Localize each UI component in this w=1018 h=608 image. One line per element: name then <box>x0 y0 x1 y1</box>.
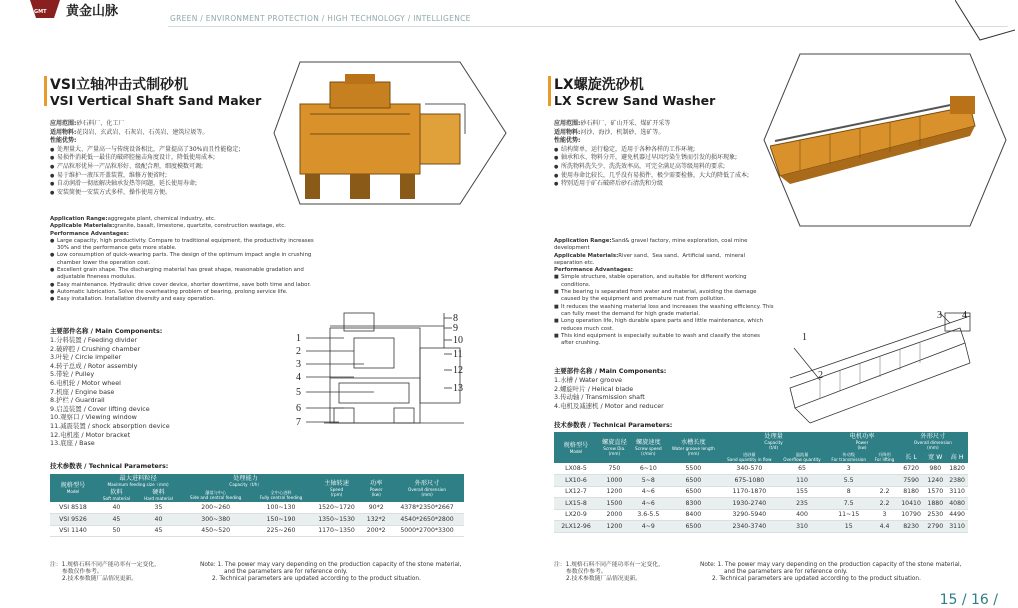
lx-notes-en <box>700 562 968 583</box>
lx-diagram-num: 4 <box>962 310 967 321</box>
logo-cn-text: 黄金山脉 <box>66 4 119 19</box>
lx-table-cell: 4~6 <box>631 486 666 498</box>
lx-mat-en: River sand、Sea sand、Artificial sand、mineral separation etc. <box>554 252 746 266</box>
lx-table-cell: 1820 <box>946 463 968 475</box>
vsi-components-head: 主要部件名称 / Main Components: <box>50 327 163 335</box>
vsi-table-cell: 200~260 <box>180 502 251 514</box>
lx-table-cell: 3 <box>826 463 871 475</box>
lx-adv-en-label: Performance Advantages: <box>554 267 633 274</box>
lx-table-cell: 7590 <box>898 475 925 487</box>
lx-table-cell <box>871 475 898 487</box>
lx-table-row <box>554 463 968 475</box>
vsi-table-cell: VSI 1140 <box>50 525 96 537</box>
vsi-component-item: 9.启盖装置 / Cover lifting device <box>50 404 150 413</box>
lx-diagram-num: 2 <box>818 370 823 381</box>
vsi-components-list <box>50 336 170 448</box>
vsi-th-cap2: 全中心进料 Fully central feeding <box>251 488 311 502</box>
vsi-adv-cn-item: ● 自动润滑一彻底解决轴承发热等问题，延长使用寿命; <box>50 180 280 189</box>
vsi-table-cell: 40 <box>137 514 180 526</box>
vsi-app-en-label: Application Range: <box>50 216 108 222</box>
vsi-notes-en <box>200 562 468 583</box>
lx-cn-info <box>554 120 769 189</box>
lx-note-en-line: and the parameters are for reference only. <box>724 569 848 575</box>
vsi-mat-en-label: Applicable Materials: <box>50 223 115 230</box>
lx-table-cell: 8300 <box>666 498 721 510</box>
vsi-note-cn-line: 注：1.规格石料不同产能功率有一定变化， <box>50 562 160 568</box>
lx-table-cell: 1200 <box>598 486 631 498</box>
vsi-table-cell: VSI 9526 <box>50 514 96 526</box>
vsi-adv-cn-item: ● 产品粒形优异一产品粒形好、级配合理，细度模数可调; <box>50 163 280 172</box>
lx-table-cell: 4080 <box>946 498 968 510</box>
vsi-cn-info <box>50 120 280 197</box>
lx-note-cn-line: 2.技术参数随厂品情况更新。 <box>566 576 642 582</box>
header-slogan: GREEN / ENVIRONMENT PROTECTION / HIGH TECHNOLOGY / INTELLIGENCE <box>170 14 471 23</box>
vsi-diagram-num: 9 <box>453 323 458 334</box>
vsi-table-cell: 150~190 <box>251 514 311 526</box>
lx-table-cell: 10410 <box>898 498 925 510</box>
vsi-mat-en: granite, basalt, limestone, quartzite, construction wastage, etc. <box>114 223 286 230</box>
vsi-component-item: 8.护栏 / Guardrail <box>50 396 105 405</box>
vsi-adv-cn-item: ● 易损件消耗低一最佳的破碎腔撞击角度设计，降低使用成本; <box>50 154 280 163</box>
lx-table-cell: 400 <box>778 509 826 521</box>
vsi-adv-en-item: ● Automatic lubrication. Solve the overheating problem of bearing, prolong service life. <box>50 289 325 296</box>
lx-table-cell: 750 <box>598 463 631 475</box>
lx-table-cell: 155 <box>778 486 826 498</box>
vsi-adv-en-item: ● Easy maintenance. Hydraulic drive cover device, shorter downtime, save both time and labor. <box>50 282 325 289</box>
lx-adv-cn-item: ● 使用寿命比较长，几乎没有易损件，极少需要检修，大大的降低了成本; <box>554 172 769 181</box>
vsi-th-hard: 硬料 Hard material <box>137 488 180 502</box>
vsi-table-row <box>50 502 464 514</box>
lx-table-cell: 4~9 <box>631 521 666 533</box>
lx-machine-image <box>770 96 980 186</box>
lx-table-cell: 2530 <box>924 509 946 521</box>
vsi-component-item: 3.叶轮 / Circle impeller <box>50 353 122 362</box>
vsi-th-soft: 软料 Soft material <box>96 488 137 502</box>
vsi-table-cell: 450~520 <box>180 525 251 537</box>
lx-table-cell: 4.4 <box>871 521 898 533</box>
lx-title-en: LX Screw Sand Washer <box>554 93 716 108</box>
vsi-notes-cn <box>50 562 195 583</box>
lx-table-cell: 7.5 <box>826 498 871 510</box>
vsi-component-item: 11.减震装置 / shock absorption device <box>50 421 170 430</box>
lx-title-cn: LX螺旋洗砂机 <box>554 77 644 93</box>
vsi-th-power: 功率 Power (kw) <box>362 474 390 502</box>
lx-th-cap: 处理量 Capacity (t/d) <box>721 432 826 451</box>
lx-table-cell: 1200 <box>598 521 631 533</box>
vsi-component-item: 10.观察口 / Viewing window <box>50 413 137 422</box>
vsi-diagram-num: 13 <box>453 383 463 394</box>
lx-table-cell: 6500 <box>666 475 721 487</box>
lx-params-head: 技术参数表 / Technical Parameters: <box>554 421 673 429</box>
lx-table-cell: 1240 <box>924 475 946 487</box>
lx-table-cell: 235 <box>778 498 826 510</box>
lx-table-cell: 8400 <box>666 509 721 521</box>
lx-adv-en-item: ■ Simple structure, stable operation, and suitable for different working conditions. <box>554 274 774 289</box>
vsi-table-cell: 5000*2700*3300 <box>390 525 464 537</box>
lx-table-row <box>554 498 968 510</box>
lx-table-cell: LX15-8 <box>554 498 598 510</box>
vsi-component-item: 1.分料装置 / Feeding divider <box>50 336 138 344</box>
lx-table-cell: LX10-6 <box>554 475 598 487</box>
lx-adv-cn-label: 性能优势: <box>554 137 581 145</box>
vsi-table-row <box>50 525 464 537</box>
lx-adv-en-item: ■ It reduces the washing material loss and increases the washing efficiency. This can fully meet the demand for high grade material. <box>554 304 774 319</box>
lx-table-cell: 5.5 <box>826 475 871 487</box>
lx-title-bar <box>548 76 551 106</box>
vsi-params-head: 技术参数表 / Technical Parameters: <box>50 462 169 470</box>
lx-th-l: 长 L <box>898 451 925 463</box>
lx-table-row <box>554 509 968 521</box>
header-divider <box>168 26 1008 27</box>
vsi-table-cell: 100~130 <box>251 502 311 514</box>
vsi-component-item: 2.破碎腔 / Crushing chamber <box>50 344 141 353</box>
vsi-table-cell: 300~380 <box>180 514 251 526</box>
vsi-table-cell: 4540*2650*2800 <box>390 514 464 526</box>
lx-table-cell: 65 <box>778 463 826 475</box>
vsi-th-speed: 主轴转速 Speed (rpm) <box>311 474 363 502</box>
vsi-component-item: 7.机座 / Engine base <box>50 387 115 396</box>
lx-table-cell: 8180 <box>898 486 925 498</box>
vsi-table-cell: 225~260 <box>251 525 311 537</box>
lx-table-cell: 3110 <box>946 486 968 498</box>
lx-note-cn-line: 参数仅作参考。 <box>566 569 607 575</box>
vsi-param-table <box>50 474 464 537</box>
lx-diagram-num: 1 <box>802 332 807 343</box>
lx-th-speed: 螺旋速度 Screw speed (r/min) <box>631 432 666 463</box>
vsi-component-item: 4.转子总成 / Rotor assembly <box>50 361 138 370</box>
lx-table-cell: 2340-3740 <box>721 521 778 533</box>
vsi-adv-en-item: ● Low consumption of quick-wearing parts. The design of the optimum impact angle in crushing chamber lower the operation cost. <box>50 252 325 267</box>
vsi-note-cn-line: 2.技术参数随厂品情况更新。 <box>62 576 138 582</box>
lx-table-cell: 15 <box>826 521 871 533</box>
vsi-note-en-line: Note: 1. The power may vary depending on the production capacity of the stone material, <box>200 562 462 568</box>
lx-th-lift: 升降用 For lifting <box>871 451 898 463</box>
lx-th-water: 水槽长度 Water groove length (mm) <box>666 432 721 463</box>
vsi-th-capacity: 处理能力 Capacity（t/h） <box>180 474 311 488</box>
lx-table-cell: 5500 <box>666 463 721 475</box>
vsi-diagram-num: 10 <box>453 335 463 346</box>
lx-table-cell: 8 <box>826 486 871 498</box>
vsi-table-cell: 50 <box>96 525 137 537</box>
lx-adv-cn-item: ● 特别适用于矿石破碎后砂石清洗和分级 <box>554 180 769 189</box>
lx-table-cell: 340-570 <box>721 463 778 475</box>
vsi-title-en: VSI Vertical Shaft Sand Maker <box>50 93 262 108</box>
lx-th-overflow: 溢流量 Overflow quantity <box>778 451 826 463</box>
vsi-diagram-num: 6 <box>296 403 301 414</box>
vsi-table-cell: VSI 8518 <box>50 502 96 514</box>
vsi-title-cn: VSI立轴冲击式制砂机 <box>50 77 189 93</box>
lx-table-cell: 3110 <box>946 521 968 533</box>
lx-table-row <box>554 475 968 487</box>
vsi-adv-cn-item: ● 易于维护一液压开盖装置，维修方便省时; <box>50 172 280 181</box>
lx-table-cell: 3290-5940 <box>721 509 778 521</box>
lx-table-cell: 980 <box>924 463 946 475</box>
lx-table-cell: 2000 <box>598 509 631 521</box>
vsi-mat-cn-label: 适用物料: <box>50 128 77 136</box>
lx-table-cell: LX12-7 <box>554 486 598 498</box>
lx-table-cell: 5~8 <box>631 475 666 487</box>
lx-th-power: 电机功率 Power (kw) <box>826 432 898 451</box>
lx-table-cell: 4~6 <box>631 498 666 510</box>
vsi-diagram-num: 4 <box>296 372 301 383</box>
lx-table-cell: 2380 <box>946 475 968 487</box>
lx-table-row <box>554 521 968 533</box>
vsi-th-model: 规格型号 Model <box>50 474 96 502</box>
lx-mat-cn: 河沙、海沙、机制砂、选矿等。 <box>580 128 665 136</box>
lx-mat-cn-label: 适用物料: <box>554 128 581 136</box>
lx-table-cell: LX08-5 <box>554 463 598 475</box>
vsi-table-cell: 45 <box>137 525 180 537</box>
lx-adv-en-item: ■ This kind equipment is especially suitable to wash and classify the stones after crushing. <box>554 333 774 348</box>
lx-table-cell: 1500 <box>598 498 631 510</box>
lx-app-cn: 砂石料厂、矿山开采、煤矿开采等 <box>580 120 671 127</box>
vsi-adv-cn-label: 性能优势: <box>50 137 77 145</box>
vsi-title-bar <box>44 76 47 106</box>
lx-table-cell: 2.2 <box>871 498 898 510</box>
lx-table-cell: 2790 <box>924 521 946 533</box>
lx-mat-en-label: Applicable Materials: <box>554 252 619 259</box>
logo-en-text: GMT <box>34 9 47 15</box>
lx-table-cell: 8230 <box>898 521 925 533</box>
lx-structure-diagram <box>780 308 980 428</box>
vsi-adv-en-item: ● Easy installation. Installation diversity and easy operation. <box>50 296 325 303</box>
vsi-component-item: 5.带轮 / Pulley <box>50 370 95 379</box>
corner-decoration-icon <box>955 0 1015 50</box>
lx-table-cell: 3 <box>871 509 898 521</box>
lx-app-cn-label: 应用范围: <box>554 120 581 127</box>
vsi-component-item: 12.电机座 / Motor bracket <box>50 430 131 439</box>
lx-component-item: 3.传动轴 / Transmission shaft <box>554 393 645 402</box>
lx-table-cell: 1930-2740 <box>721 498 778 510</box>
lx-table-cell: 1880 <box>924 498 946 510</box>
lx-table-cell: 110 <box>778 475 826 487</box>
vsi-structure-diagram <box>294 308 469 438</box>
vsi-diagram-num: 3 <box>296 359 301 370</box>
lx-th-dim: 外形尺寸 Overall dimension (mm) <box>898 432 968 451</box>
lx-adv-en-item: ■ Long operation life, high durable spare parts and little maintenance, which reduces much cost. <box>554 318 774 333</box>
vsi-adv-en-item: ● Large capacity, high productivity. Compare to traditional equipment, the productivity increases 30% and the performance gets more stable. <box>50 238 325 253</box>
lx-app-en: Sand& gravel factory, mine exploration, coal mine development <box>554 238 748 252</box>
lx-table-cell: 6~10 <box>631 463 666 475</box>
lx-table-cell: 6500 <box>666 486 721 498</box>
lx-th-trans: 传动级 For transmission <box>826 451 871 463</box>
vsi-component-item: 13.底座 / Base <box>50 439 95 448</box>
vsi-th-dim: 外形尺寸 Overall dimension (mm) <box>390 474 464 502</box>
vsi-note-en-line: 2. Technical parameters are updated according to the product situation. <box>212 576 421 582</box>
lx-note-en-line: Note: 1. The power may vary depending on the production capacity of the stone material, <box>700 562 962 568</box>
lx-table-cell: 6720 <box>898 463 925 475</box>
lx-component-item: 2.螺旋叶片 / Helical blade <box>554 384 634 393</box>
lx-table-cell: 10790 <box>898 509 925 521</box>
lx-en-info <box>554 238 774 347</box>
vsi-th-cap1: 瀑落与中心 Side and central feeding <box>180 488 251 502</box>
vsi-adv-cn-item: ● 处理量大、产量高一与传统设备相比，产量提高了30%而且性能稳定; <box>50 146 280 155</box>
vsi-table-cell: 90*2 <box>362 502 390 514</box>
lx-th-sand: 进砂量 Sand quantity in flow <box>721 451 778 463</box>
page-numbers: 15 / 16 / <box>939 592 998 608</box>
lx-notes-cn <box>554 562 699 583</box>
vsi-diagram-num: 5 <box>296 387 301 398</box>
lx-table-cell: 1000 <box>598 475 631 487</box>
vsi-machine-image <box>290 74 470 204</box>
lx-table-cell: LX20-9 <box>554 509 598 521</box>
vsi-mat-cn: 花岗岩、玄武岩、石灰岩、石英岩、建筑垃圾等。 <box>76 128 209 136</box>
vsi-diagram-num: 11 <box>453 349 463 360</box>
vsi-note-en-line: and the parameters are for reference only. <box>224 569 348 575</box>
lx-components-head: 主要部件名称 / Main Components: <box>554 367 667 375</box>
lx-diagram-num: 3 <box>937 310 942 321</box>
lx-table-cell: 4490 <box>946 509 968 521</box>
lx-table-cell <box>871 463 898 475</box>
lx-th-model: 规格型号 Model <box>554 432 598 463</box>
lx-note-cn-line: 注：1.规格石料不同产能功率有一定变化， <box>554 562 664 568</box>
vsi-th-feed: 最大进料粒径 Maximum feeding size（mm) <box>96 474 180 488</box>
lx-adv-cn-item: ● 结构简单，运行稳定，适用于各种各样的工作环境; <box>554 146 769 155</box>
lx-table-cell: 675-1080 <box>721 475 778 487</box>
lx-table-cell: 2.2 <box>871 486 898 498</box>
vsi-app-cn: 砂石料厂、化工厂 <box>76 120 125 127</box>
lx-app-en-label: Application Range: <box>554 238 612 244</box>
vsi-app-en: aggregate plant, chemical industry, etc. <box>107 216 216 222</box>
vsi-component-item: 6.电机轮 / Motor wheel <box>50 378 121 387</box>
vsi-table-cell: 1520~1720 <box>311 502 363 514</box>
lx-table-cell: 2LX12-96 <box>554 521 598 533</box>
lx-table-cell: 6500 <box>666 521 721 533</box>
lx-th-w: 宽 W <box>924 451 946 463</box>
vsi-app-cn-label: 应用范围: <box>50 120 77 127</box>
vsi-diagram-num: 2 <box>296 346 301 357</box>
lx-components-list <box>554 376 664 410</box>
lx-component-item: 1.水槽 / Water groove <box>554 376 623 384</box>
lx-table-row <box>554 486 968 498</box>
lx-table-cell: 3.6-5.5 <box>631 509 666 521</box>
lx-adv-cn-item: ● 所洗物料洗失少、洗洗效率高，可完全满足高等级用料的要求; <box>554 163 769 172</box>
lx-adv-en-item: ■ The bearing is separated from water and material, avoiding the damage caused by the equipment and premature rust from pollution. <box>554 289 774 304</box>
lx-table-cell: 1570 <box>924 486 946 498</box>
lx-note-en-line: 2. Technical parameters are updated according to the product situation. <box>712 576 921 582</box>
lx-table-cell: 11~15 <box>826 509 871 521</box>
vsi-table-cell: 35 <box>137 502 180 514</box>
vsi-diagram-num: 1 <box>296 333 301 344</box>
vsi-adv-en-label: Performance Advantages: <box>50 230 129 237</box>
vsi-table-cell: 4378*2350*2667 <box>390 502 464 514</box>
vsi-table-cell: 200*2 <box>362 525 390 537</box>
vsi-diagram-num: 8 <box>453 313 458 324</box>
lx-th-h: 高 H <box>946 451 968 463</box>
vsi-en-info <box>50 216 325 304</box>
vsi-table-cell: 45 <box>96 514 137 526</box>
vsi-diagram-num: 7 <box>296 417 301 428</box>
vsi-table-cell: 1170~1350 <box>311 525 363 537</box>
vsi-table-cell: 132*2 <box>362 514 390 526</box>
vsi-table-row <box>50 514 464 526</box>
vsi-note-cn-line: 参数仅作参考。 <box>62 569 103 575</box>
vsi-adv-cn-item: ● 安装简便一安装方式多样，操作使用方便。 <box>50 189 280 198</box>
lx-table-cell: 310 <box>778 521 826 533</box>
lx-component-item: 4.电机及减速机 / Motor and reducer <box>554 401 664 410</box>
vsi-table-cell: 40 <box>96 502 137 514</box>
company-logo <box>30 0 170 22</box>
lx-th-dia: 螺旋直径 Screw Dia. (mm) <box>598 432 631 463</box>
lx-adv-cn-item: ● 轴承和水、物料分开，避免机器过早因污染生锈而引发的损坏现象; <box>554 154 769 163</box>
vsi-diagram-num: 12 <box>453 365 463 376</box>
lx-table-cell: 1170-1870 <box>721 486 778 498</box>
lx-param-table <box>554 432 968 533</box>
vsi-table-cell: 1350~1530 <box>311 514 363 526</box>
vsi-adv-en-item: ● Excellent grain shape. The discharging material has great shape, reasonable gradation and adjustable fineness modulus. <box>50 267 325 282</box>
